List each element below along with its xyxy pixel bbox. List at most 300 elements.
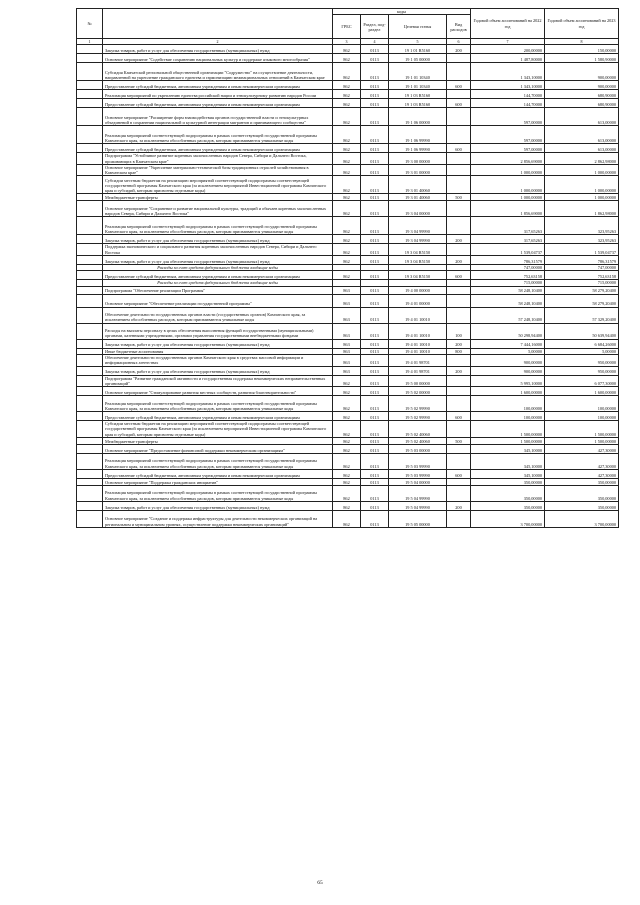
amount-2023-cell: 350,00000: [545, 479, 619, 486]
razdel-cell: 0113: [361, 486, 389, 502]
csr-cell: 19 3 00 00000: [389, 153, 447, 165]
amount-2023-cell: 747,00000: [545, 265, 619, 271]
grbs-cell: 862: [333, 176, 361, 194]
table-row: [77, 470, 619, 479]
amount-2022-cell: 100,00000: [471, 412, 545, 421]
table-row: [77, 126, 619, 144]
amount-2022-cell: 100,00000: [471, 396, 545, 412]
table-row: [77, 256, 619, 265]
name-cell: Субсидии местным бюджетам на реализацию мероприятий соответствующей подпрограммы соответствующей государственной программы Камчатского края (за исключением мероприятий Инвестиционной программы Камчатского края и субсидий, которым присвоены отдельные коды): [103, 176, 333, 194]
name-cell: Основное мероприятие "Стимулирование развития местных сообществ, развития благотворительности": [103, 387, 333, 396]
amount-2023-cell: 58 279,20400: [545, 294, 619, 307]
amount-2022-cell: 2 856,69000: [471, 153, 545, 165]
amount-2022-cell: 1 600,00000: [471, 387, 545, 396]
csr-cell: 19 5 02 40060: [389, 421, 447, 438]
grbs-cell: 862: [333, 375, 361, 387]
index-cell: 1: [77, 39, 103, 45]
amount-2023-cell: 100,00000: [545, 412, 619, 421]
csr-cell: 19 1 06 99990: [389, 144, 447, 153]
amount-2023-cell: 786,31579: [545, 256, 619, 265]
csr-cell: 19 3 04 99990: [389, 235, 447, 244]
num-cell: [77, 153, 103, 165]
num-cell: [77, 90, 103, 99]
amount-2023-cell: 1 862,98000: [545, 201, 619, 217]
name-cell: Расходы на выплаты персоналу в целях обеспечения выполнения функций государственными (муниципальными) органами, казенными учреждениями, органами управления государственными внебюджетными фондами: [103, 323, 333, 339]
num-cell: [77, 354, 103, 366]
razdel-cell: 0113: [361, 63, 389, 81]
table-row: [77, 164, 619, 176]
vr-cell: 200: [447, 339, 471, 348]
table-row: [77, 502, 619, 511]
name-cell: Предоставление субсидий бюджетным, автономным учреждениям и иным некоммерческим организациям: [103, 144, 333, 153]
table-row: [77, 387, 619, 396]
razdel-cell: 0113: [361, 153, 389, 165]
amount-2023-cell: 50 639,94400: [545, 323, 619, 339]
table-row: [77, 421, 619, 438]
name-cell: Реализация мероприятий соответствующей подпрограммы в рамках соответствующей государственной программы Камчатского края, за исключением обособленных расходов, которым присваиваются уникальные коды: [103, 454, 333, 470]
index-cell: 6: [447, 39, 471, 45]
grbs-cell: 862: [333, 486, 361, 502]
grbs-cell: 862: [333, 438, 361, 445]
amount-2022-cell: 597,00000: [471, 126, 545, 144]
amount-2022-cell: 350,00000: [471, 479, 545, 486]
grbs-cell: 862: [333, 144, 361, 153]
table-row: [77, 235, 619, 244]
csr-cell: 19 4 01 98701: [389, 366, 447, 375]
amount-2022-cell: 350,00000: [471, 502, 545, 511]
grbs-cell: 862: [333, 511, 361, 528]
csr-cell: 19 5 03 99990: [389, 470, 447, 479]
header-vr: Вид расходов: [447, 15, 471, 39]
vr-cell: [447, 479, 471, 486]
csr-cell: 19 3 04 99990: [389, 217, 447, 235]
amount-2022-cell: 200,00000: [471, 45, 545, 54]
grbs-cell: 862: [333, 45, 361, 54]
page-number: 65: [317, 880, 323, 886]
razdel-cell: 0113: [361, 54, 389, 63]
table-row: [77, 45, 619, 54]
num-cell: [77, 366, 103, 375]
grbs-cell: 862: [333, 256, 361, 265]
num-cell: [77, 375, 103, 387]
table-row: [77, 81, 619, 90]
amount-2022-cell: 7 444,16000: [471, 339, 545, 348]
razdel-cell: 0113: [361, 454, 389, 470]
razdel-cell: 0113: [361, 445, 389, 454]
name-cell: Закупка товаров, работ и услуг для обеспечения государственных (муниципальных) нужд: [103, 256, 333, 265]
razdel-cell: 0113: [361, 366, 389, 375]
amount-2022-cell: 1 000,00000: [471, 176, 545, 194]
amount-2023-cell: 150,00000: [545, 45, 619, 54]
name-cell: Основное мероприятие "Укрепление материально-технической базы традиционных отраслей хозяйствования в Камчатском крае": [103, 164, 333, 176]
table-row: [77, 90, 619, 99]
grbs-cell: 862: [333, 454, 361, 470]
num-cell: [77, 307, 103, 323]
amount-2022-cell: 58 248,10400: [471, 294, 545, 307]
grbs-cell: 862: [333, 387, 361, 396]
grbs-cell: 862: [333, 470, 361, 479]
amount-2022-cell: 752,63158: [471, 271, 545, 280]
vr-cell: [447, 294, 471, 307]
index-cell: 7: [471, 39, 545, 45]
amount-2022-cell: 345,10000: [471, 470, 545, 479]
csr-cell: 19 4 01 10010: [389, 323, 447, 339]
header-name: [103, 9, 333, 39]
name-cell: Основное мероприятие "Обеспечение реализации государственной программы": [103, 294, 333, 307]
razdel-cell: 0113: [361, 217, 389, 235]
name-cell: Расходы за счет средств федерального бюджета входящие коды: [103, 265, 333, 271]
razdel-cell: 0113: [361, 286, 389, 294]
grbs-cell: 862: [333, 479, 361, 486]
table-row: [77, 486, 619, 502]
amount-2022-cell: 597,00000: [471, 144, 545, 153]
razdel-cell: 0113: [361, 201, 389, 217]
amount-2023-cell: 715,00000: [545, 280, 619, 286]
amount-2022-cell: 1 500,00000: [471, 438, 545, 445]
amount-2022-cell: 144,70000: [471, 90, 545, 99]
num-cell: [77, 511, 103, 528]
razdel-cell: 0113: [361, 375, 389, 387]
budget-sheet: [76, 8, 618, 528]
vr-cell: [447, 396, 471, 412]
vr-cell: [447, 176, 471, 194]
amount-2022-cell: 57 248,10400: [471, 307, 545, 323]
csr-cell: 19 1 01 10340: [389, 63, 447, 81]
table-row: [77, 201, 619, 217]
num-cell: [77, 45, 103, 54]
name-cell: Закупка товаров, работ и услуг для обеспечения государственных (муниципальных) нужд: [103, 45, 333, 54]
vr-cell: [447, 286, 471, 294]
amount-2022-cell: 715,00000: [471, 280, 545, 286]
name-cell: Реализация мероприятий соответствующей подпрограммы в рамках соответствующей государственной программы Камчатского края, за исключением обособленных расходов, которым присваиваются уникальные коды: [103, 486, 333, 502]
num-cell: [77, 217, 103, 235]
name-cell: Реализация мероприятий соответствующей подпрограммы в рамках соответствующей государственной программы Камчатского края, за исключением обособленных расходов, которым присваиваются уникальные коды: [103, 126, 333, 144]
grbs-cell: 862: [333, 81, 361, 90]
amount-2023-cell: 613,00000: [545, 126, 619, 144]
vr-cell: [447, 387, 471, 396]
amount-2022-cell: 317,65263: [471, 217, 545, 235]
name-cell: Реализация мероприятий по укреплению единства российской нации и этнокультурному развитию народов России: [103, 90, 333, 99]
vr-cell: 600: [447, 470, 471, 479]
table-row: [77, 99, 619, 108]
vr-cell: [447, 307, 471, 323]
csr-cell: 19 3 01 40060: [389, 194, 447, 201]
index-cell: 3: [333, 39, 361, 45]
csr-cell: 19 5 04 99990: [389, 502, 447, 511]
amount-2022-cell: 58 248,10400: [471, 286, 545, 294]
amount-2023-cell: 900,00000: [545, 63, 619, 81]
name-cell: Реализация мероприятий соответствующей подпрограммы в рамках соответствующей государственной программы Камчатского края, за исключением обособленных расходов, которым присваиваются уникальные коды: [103, 217, 333, 235]
num-cell: [77, 294, 103, 307]
name-cell: Основное мероприятие "Создание и поддержка инфраструктуры для деятельности некоммерческих организаций на региональном и муниципальном уровнях, осуществление поддержки некоммерческих организаций": [103, 511, 333, 528]
vr-cell: 200: [447, 256, 471, 265]
csr-cell: 19 3 01 00000: [389, 164, 447, 176]
vr-cell: [447, 421, 471, 438]
amount-2023-cell: 1 500,00000: [545, 438, 619, 445]
amount-2022-cell: 900,00000: [471, 354, 545, 366]
num-cell: [77, 144, 103, 153]
amount-2022-cell: 5 995,10000: [471, 375, 545, 387]
table-row: [77, 454, 619, 470]
vr-cell: 100: [447, 323, 471, 339]
num-cell: [77, 54, 103, 63]
amount-2023-cell: 427,30000: [545, 454, 619, 470]
razdel-cell: 0113: [361, 126, 389, 144]
name-cell: Основное мероприятие "Предоставление финансовой поддержки некоммерческим организациям": [103, 445, 333, 454]
grbs-cell: 863: [333, 339, 361, 348]
amount-2023-cell: 323,95263: [545, 217, 619, 235]
csr-cell: 19 4 01 10010: [389, 307, 447, 323]
num-cell: [77, 387, 103, 396]
csr-cell: 19 4 01 10010: [389, 339, 447, 348]
budget-table: [76, 8, 619, 528]
name-cell: Обеспечение деятельности государственных органов власти (государственных органов) Камчатского края, за исключением обособленных расходов, которым присваиваются уникальные коды: [103, 307, 333, 323]
vr-cell: [447, 90, 471, 99]
vr-cell: [447, 354, 471, 366]
razdel-cell: 0113: [361, 99, 389, 108]
csr-cell: 19 5 03 99990: [389, 454, 447, 470]
num-cell: [77, 421, 103, 438]
amount-2022-cell: 5,00000: [471, 348, 545, 354]
table-row: [77, 176, 619, 194]
amount-2022-cell: 747,00000: [471, 265, 545, 271]
name-cell: Предоставление субсидий бюджетным, автономным учреждениям и иным некоммерческим организациям: [103, 412, 333, 421]
razdel-cell: 0113: [361, 307, 389, 323]
grbs-cell: 862: [333, 164, 361, 176]
vr-cell: [447, 126, 471, 144]
num-cell: [77, 412, 103, 421]
razdel-cell: 0113: [361, 339, 389, 348]
name-cell: Реализация мероприятий соответствующей подпрограммы в рамках соответствующей государственной программы Камчатского края, за исключением обособленных расходов, которым присваиваются уникальные коды: [103, 396, 333, 412]
num-cell: [77, 479, 103, 486]
amount-2022-cell: 3 700,00000: [471, 511, 545, 528]
amount-2023-cell: 900,00000: [545, 81, 619, 90]
table-row: [77, 354, 619, 366]
table-row: [77, 144, 619, 153]
vr-cell: [447, 54, 471, 63]
amount-2023-cell: 1 500,00000: [545, 421, 619, 438]
razdel-cell: 0113: [361, 323, 389, 339]
razdel-cell: 0113: [361, 144, 389, 153]
table-row: [77, 366, 619, 375]
grbs-cell: 862: [333, 90, 361, 99]
amount-2023-cell: 100,00000: [545, 396, 619, 412]
amount-2023-cell: 6 077,30000: [545, 375, 619, 387]
name-cell: Субсидии местным бюджетам на реализацию мероприятий соответствующей подпрограммы соответствующей государственной программы Камчатского края (за исключением мероприятий Инвестиционной программы Камчатского края и субсидий, которым присвоены отдельные коды): [103, 421, 333, 438]
name-cell: Основное мероприятие "Расширение форм взаимодействия органов государственной власти и этнокультурных объединений в сохранении национальной и культурной интеграции мигрантов и принимающего сообщества": [103, 108, 333, 126]
name-cell: Обеспечение деятельности государственных органов Камчатского края в средствах массовой информации и информационных агентствах: [103, 354, 333, 366]
name-cell: Закупка товаров, работ и услуг для обеспечения государственных (муниципальных) нужд: [103, 502, 333, 511]
csr-cell: 19 5 02 40060: [389, 438, 447, 445]
amount-2023-cell: 350,00000: [545, 486, 619, 502]
amount-2023-cell: 57 329,20400: [545, 307, 619, 323]
num-cell: [77, 256, 103, 265]
name-cell: Поддержка экономического и социального развития коренных малочисленных народов Севера, Сибири и Дальнего Востока: [103, 244, 333, 256]
num-cell: [77, 194, 103, 201]
table-row: [77, 445, 619, 454]
num-cell: [77, 176, 103, 194]
csr-cell: 19 5 05 00000: [389, 511, 447, 528]
amount-2023-cell: 2 862,98000: [545, 153, 619, 165]
num-cell: [77, 323, 103, 339]
header-num: №: [77, 9, 103, 39]
razdel-cell: 0113: [361, 244, 389, 256]
name-cell: Расходы за счет средств федерального бюджета входящие коды: [103, 280, 333, 286]
table-row: [77, 294, 619, 307]
grbs-cell: 862: [333, 126, 361, 144]
name-cell: Основное мероприятие "Поддержка гражданских инициатив": [103, 479, 333, 486]
amount-2023-cell: 5,00000: [545, 348, 619, 354]
table-row: [77, 108, 619, 126]
grbs-cell: 862: [333, 99, 361, 108]
razdel-cell: 0113: [361, 502, 389, 511]
table-row: [77, 271, 619, 280]
amount-2022-cell: 345,10000: [471, 445, 545, 454]
table-row: [77, 194, 619, 201]
vr-cell: 200: [447, 235, 471, 244]
vr-cell: 600: [447, 81, 471, 90]
amount-2022-cell: 1 487,80000: [471, 54, 545, 63]
amount-2022-cell: 786,31579: [471, 256, 545, 265]
grbs-cell: 862: [333, 201, 361, 217]
name-cell: Предоставление субсидий бюджетным, автономным учреждениям и иным некоммерческим организациям: [103, 81, 333, 90]
num-cell: [77, 445, 103, 454]
vr-cell: 600: [447, 144, 471, 153]
num-cell: [77, 244, 103, 256]
amount-2023-cell: 1 000,00000: [545, 176, 619, 194]
table-row: [77, 217, 619, 235]
name-cell: Закупка товаров, работ и услуг для обеспечения государственных (муниципальных) нужд: [103, 235, 333, 244]
name-cell: Основное мероприятие "Сохранение и развитие национальной культуры, традиций и обычаев коренных малочисленных народов Севера, Сибири и Дальнего Востока": [103, 201, 333, 217]
header-codes-group: коды: [333, 9, 471, 15]
razdel-cell: 0113: [361, 421, 389, 438]
amount-2023-cell: 950,00000: [545, 366, 619, 375]
amount-2023-cell: 1 580,90000: [545, 54, 619, 63]
csr-cell: 19 5 02 99990: [389, 412, 447, 421]
table-row: [77, 323, 619, 339]
razdel-cell: 0113: [361, 45, 389, 54]
csr-cell: 19 3 04 R5150: [389, 271, 447, 280]
csr-cell: 19 4 01 00000: [389, 294, 447, 307]
razdel-cell: 0113: [361, 271, 389, 280]
name-cell: Закупка товаров, работ и услуг для обеспечения государственных (муниципальных) нужд: [103, 366, 333, 375]
amount-2022-cell: 350,00000: [471, 486, 545, 502]
grbs-cell: 862: [333, 445, 361, 454]
csr-cell: 19 5 02 99990: [389, 396, 447, 412]
razdel-cell: 0113: [361, 479, 389, 486]
name-cell: Предоставление субсидий бюджетным, автономным учреждениям и иным некоммерческим организациям: [103, 271, 333, 280]
amount-2023-cell: 6 684,26000: [545, 339, 619, 348]
razdel-cell: 0113: [361, 354, 389, 366]
vr-cell: [447, 217, 471, 235]
amount-2023-cell: 680,90000: [545, 99, 619, 108]
num-cell: [77, 99, 103, 108]
grbs-cell: 862: [333, 502, 361, 511]
index-cell: 5: [389, 39, 447, 45]
name-cell: Межбюджетные трансферты: [103, 438, 333, 445]
table-row: [77, 153, 619, 165]
amount-2023-cell: 323,95263: [545, 235, 619, 244]
csr-cell: 19 3 04 R5150: [389, 244, 447, 256]
amount-2023-cell: 58 279,20400: [545, 286, 619, 294]
num-cell: [77, 339, 103, 348]
vr-cell: [447, 63, 471, 81]
num-cell: [77, 502, 103, 511]
csr-cell: 19 3 01 40060: [389, 176, 447, 194]
name-cell: Предоставление субсидий бюджетным, автономным учреждениям и иным некоммерческим организациям: [103, 99, 333, 108]
grbs-cell: 863: [333, 323, 361, 339]
num-cell: [77, 201, 103, 217]
num-cell: [77, 271, 103, 280]
csr-cell: 19 1 06 99990: [389, 126, 447, 144]
razdel-cell: 0113: [361, 387, 389, 396]
razdel-cell: 0113: [361, 164, 389, 176]
table-row: [77, 63, 619, 81]
num-cell: [77, 286, 103, 294]
num-cell: [77, 454, 103, 470]
razdel-cell: 0113: [361, 438, 389, 445]
amount-2022-cell: 1 539,04737: [471, 244, 545, 256]
vr-cell: [447, 201, 471, 217]
vr-cell: [447, 164, 471, 176]
grbs-cell: 863: [333, 307, 361, 323]
vr-cell: 200: [447, 45, 471, 54]
vr-cell: 600: [447, 99, 471, 108]
name-cell: Подпрограмма "Развитие гражданской активности и государственная поддержка некоммерческих неправительственных организаций": [103, 375, 333, 387]
csr-cell: 19 4 01 10010: [389, 348, 447, 354]
vr-cell: [447, 153, 471, 165]
table-row: [77, 438, 619, 445]
razdel-cell: 0113: [361, 470, 389, 479]
csr-cell: 19 1 06 00000: [389, 108, 447, 126]
table-row: [77, 375, 619, 387]
grbs-cell: 862: [333, 153, 361, 165]
vr-cell: 500: [447, 438, 471, 445]
grbs-cell: 862: [333, 235, 361, 244]
amount-2022-cell: 345,10000: [471, 454, 545, 470]
amount-2023-cell: 950,00000: [545, 354, 619, 366]
csr-cell: 19 5 02 00000: [389, 387, 447, 396]
csr-cell: 19 4 01 98701: [389, 354, 447, 366]
csr-cell: 19 1 01 10340: [389, 81, 447, 90]
index-cell: 4: [361, 39, 389, 45]
name-cell: Иные бюджетные ассигнования: [103, 348, 333, 354]
razdel-cell: 0113: [361, 235, 389, 244]
header-2022: Годовой объем ассигнований на 2022 год: [471, 9, 545, 39]
amount-2023-cell: 1 000,00000: [545, 194, 619, 201]
vr-cell: [447, 108, 471, 126]
amount-2022-cell: 597,00000: [471, 108, 545, 126]
amount-2023-cell: 350,00000: [545, 502, 619, 511]
csr-cell: 19 3 04 R5150: [389, 256, 447, 265]
num-cell: [77, 164, 103, 176]
csr-cell: 19 5 04 00000: [389, 479, 447, 486]
vr-cell: [447, 511, 471, 528]
num-cell: [77, 81, 103, 90]
grbs-cell: 863: [333, 354, 361, 366]
grbs-cell: 862: [333, 63, 361, 81]
amount-2023-cell: 613,00000: [545, 108, 619, 126]
name-cell: Субсидия Камчатской региональной общественной организации "Содружество" на осуществление деятельности, направленной на укрепление гражданского единства и гармонизацию межнациональных отношений в Камчатском крае: [103, 63, 333, 81]
amount-2022-cell: 1 856,69000: [471, 201, 545, 217]
name-cell: Основное мероприятие "Содействие сохранению национальных культур и поддержке языкового многообразия": [103, 54, 333, 63]
vr-cell: 600: [447, 271, 471, 280]
csr-cell: 19 5 04 99990: [389, 486, 447, 502]
num-cell: [77, 470, 103, 479]
table-row: [77, 396, 619, 412]
num-cell: [77, 438, 103, 445]
table-row: [77, 412, 619, 421]
